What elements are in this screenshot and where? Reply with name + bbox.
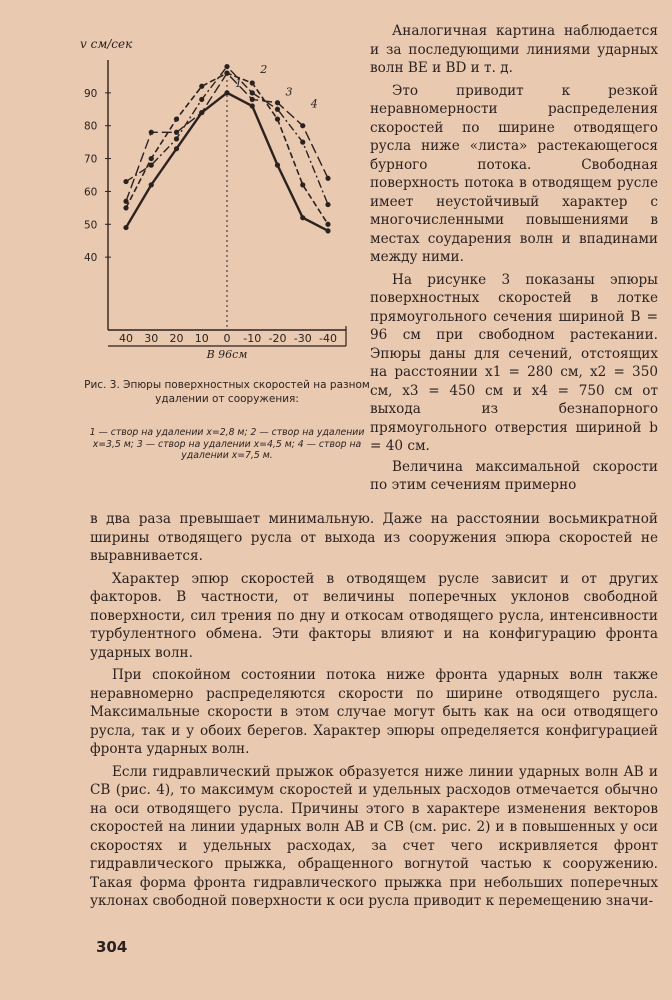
data-point-2 — [199, 84, 204, 89]
figure-legend: 1 — створ на удалении x=2,8 м; 2 — створ на удалении x=3,5 м; 3 — створ на удалении x=4,5 м; 4 — створ на удалении x=7,5 м. — [89, 427, 365, 461]
data-point-3 — [149, 163, 154, 168]
data-point-2 — [123, 205, 128, 210]
x-tick-label: 30 — [144, 332, 159, 345]
data-point-1 — [275, 163, 280, 168]
data-point-3 — [123, 179, 128, 184]
x-tick-label: 10 — [194, 332, 209, 345]
right-column — [370, 22, 658, 495]
y-tick-label: 80 — [84, 120, 98, 133]
curve-label: 3 — [285, 85, 293, 99]
x-tick-label: -10 — [243, 332, 262, 345]
x-tick-label: 20 — [169, 332, 184, 345]
data-point-3 — [199, 97, 204, 102]
data-point-1 — [123, 225, 128, 230]
y-tick-label: 90 — [84, 87, 98, 100]
data-point-1 — [224, 90, 229, 95]
data-point-2 — [325, 222, 330, 227]
x-tick-label: -30 — [293, 332, 312, 345]
paragraph-6: При спокойном состоянии потока ниже фронта ударных волн также неравномерно распределяются скорости по ширине отводящего русла. Максимальные скорости в этом случае могут быть как на оси отводящего русла, так и у обоих берегов. Характер эпюры определяется конфигурацией фронта ударных волн. — [90, 667, 658, 757]
data-point-4 — [275, 100, 280, 105]
x-tick-label: 40 — [119, 332, 133, 345]
data-point-3 — [300, 140, 305, 145]
data-point-4 — [224, 71, 229, 76]
y-tick-label: 40 — [84, 252, 98, 265]
curve-label: 4 — [310, 97, 318, 111]
y-axis-unit: v см/сек — [80, 37, 133, 51]
data-point-2 — [149, 156, 154, 161]
data-point-3 — [250, 90, 255, 95]
x-axis-label: B 96см — [206, 348, 248, 360]
velocity-profile-figure — [78, 30, 358, 360]
paragraph-2: Это приводит к резкой неравномерности распределения скоростей по ширине отводящего русла ниже «листа» растекающегося бурного потока. Свободная поверхность потока в отводящем русле имеет неустойчивый характер с многочисленными повышениями в местах соударения волн и впадинами между ними. — [370, 82, 658, 265]
x-tick-label: -20 — [268, 332, 287, 345]
data-point-4 — [174, 130, 179, 135]
curve-label: 1 — [235, 76, 242, 90]
y-tick-label: 60 — [84, 186, 98, 199]
figure-caption: Рис. 3. Эпюры поверхностных скоростей на разном удалении от сооружения: — [84, 379, 370, 405]
paragraph-7: Если гидравлический прыжок образуется ниже линии ударных волн AB и CB (рис. 4), то максимум скоростей и удельных расходов отмечается обычно на оси отводящего русла. Причины этого в характере изменения векторов скоростей на линии ударных волн AB и CB (см. рис. 2) и в повышенных у оси скоростях и удельных расходах, за счет чего искривляется фронт гидравлического прыжка, обращенного вогнутой частью к сооружению. Такая форма фронта гидравлического прыжка при небольших поперечных уклонах свободной поверхности к оси русла приводит к перемещению значи- — [90, 763, 658, 909]
data-point-4 — [325, 176, 330, 181]
x-tick-label: 0 — [223, 332, 231, 345]
x-tick-label: -40 — [319, 332, 337, 345]
y-tick-label: 50 — [84, 219, 98, 232]
velocity-chart — [78, 30, 358, 360]
data-point-4 — [300, 123, 305, 128]
paragraph-4-cont: в два раза превышает минимальную. Даже на расстоянии восьмикратной ширины отводящего русла от выхода из сооружения эпюра скоростей не выравнивается. — [90, 511, 658, 564]
paragraph-5: Характер эпюр скоростей в отводящем русле зависит и от других факторов. В частности, от величины поперечных уклонов свободной поверхности, сил трения по дну и откосам отводящего русла, интенсивности турбулентного обмена. Эти факторы влияют и на конфигурацию фронта ударных волн. — [90, 570, 658, 661]
data-point-4 — [123, 199, 128, 204]
data-point-1 — [300, 215, 305, 220]
data-point-4 — [199, 110, 204, 115]
paragraph-4-start: Величина максимальной скорости по этим сечениям примерно — [370, 458, 658, 493]
data-point-3 — [325, 202, 330, 207]
curve-label: 2 — [260, 63, 268, 76]
data-point-2 — [174, 117, 179, 122]
data-point-2 — [250, 80, 255, 85]
data-point-2 — [300, 182, 305, 187]
data-point-1 — [149, 182, 154, 187]
data-point-1 — [174, 146, 179, 151]
page-number: 304 — [96, 938, 128, 956]
paragraph-3: На рисунке 3 показаны эпюры поверхностных скоростей в лотке прямоугольного сечения шириной B = 96 см при свободном растекании. Эпюры даны для сечений, отстоящих на расстоянии x1 = 280 см, x2 = 350 см, x3 = 450 см и x4 = 750 см от выхода из безнапорного прямоугольного отверстия шириной b = 40 см. — [370, 271, 658, 454]
main-text — [90, 510, 658, 915]
data-point-1 — [250, 103, 255, 108]
data-point-1 — [325, 228, 330, 233]
paragraph-1: Аналогичная картина наблюдается и за последующими линиями ударных волн BE и BD и т. д. — [370, 23, 658, 76]
data-point-2 — [275, 117, 280, 122]
data-point-4 — [250, 97, 255, 102]
data-point-4 — [149, 130, 154, 135]
y-tick-label: 70 — [84, 153, 98, 166]
data-point-3 — [224, 64, 229, 69]
data-point-3 — [174, 136, 179, 141]
data-point-3 — [275, 107, 280, 112]
